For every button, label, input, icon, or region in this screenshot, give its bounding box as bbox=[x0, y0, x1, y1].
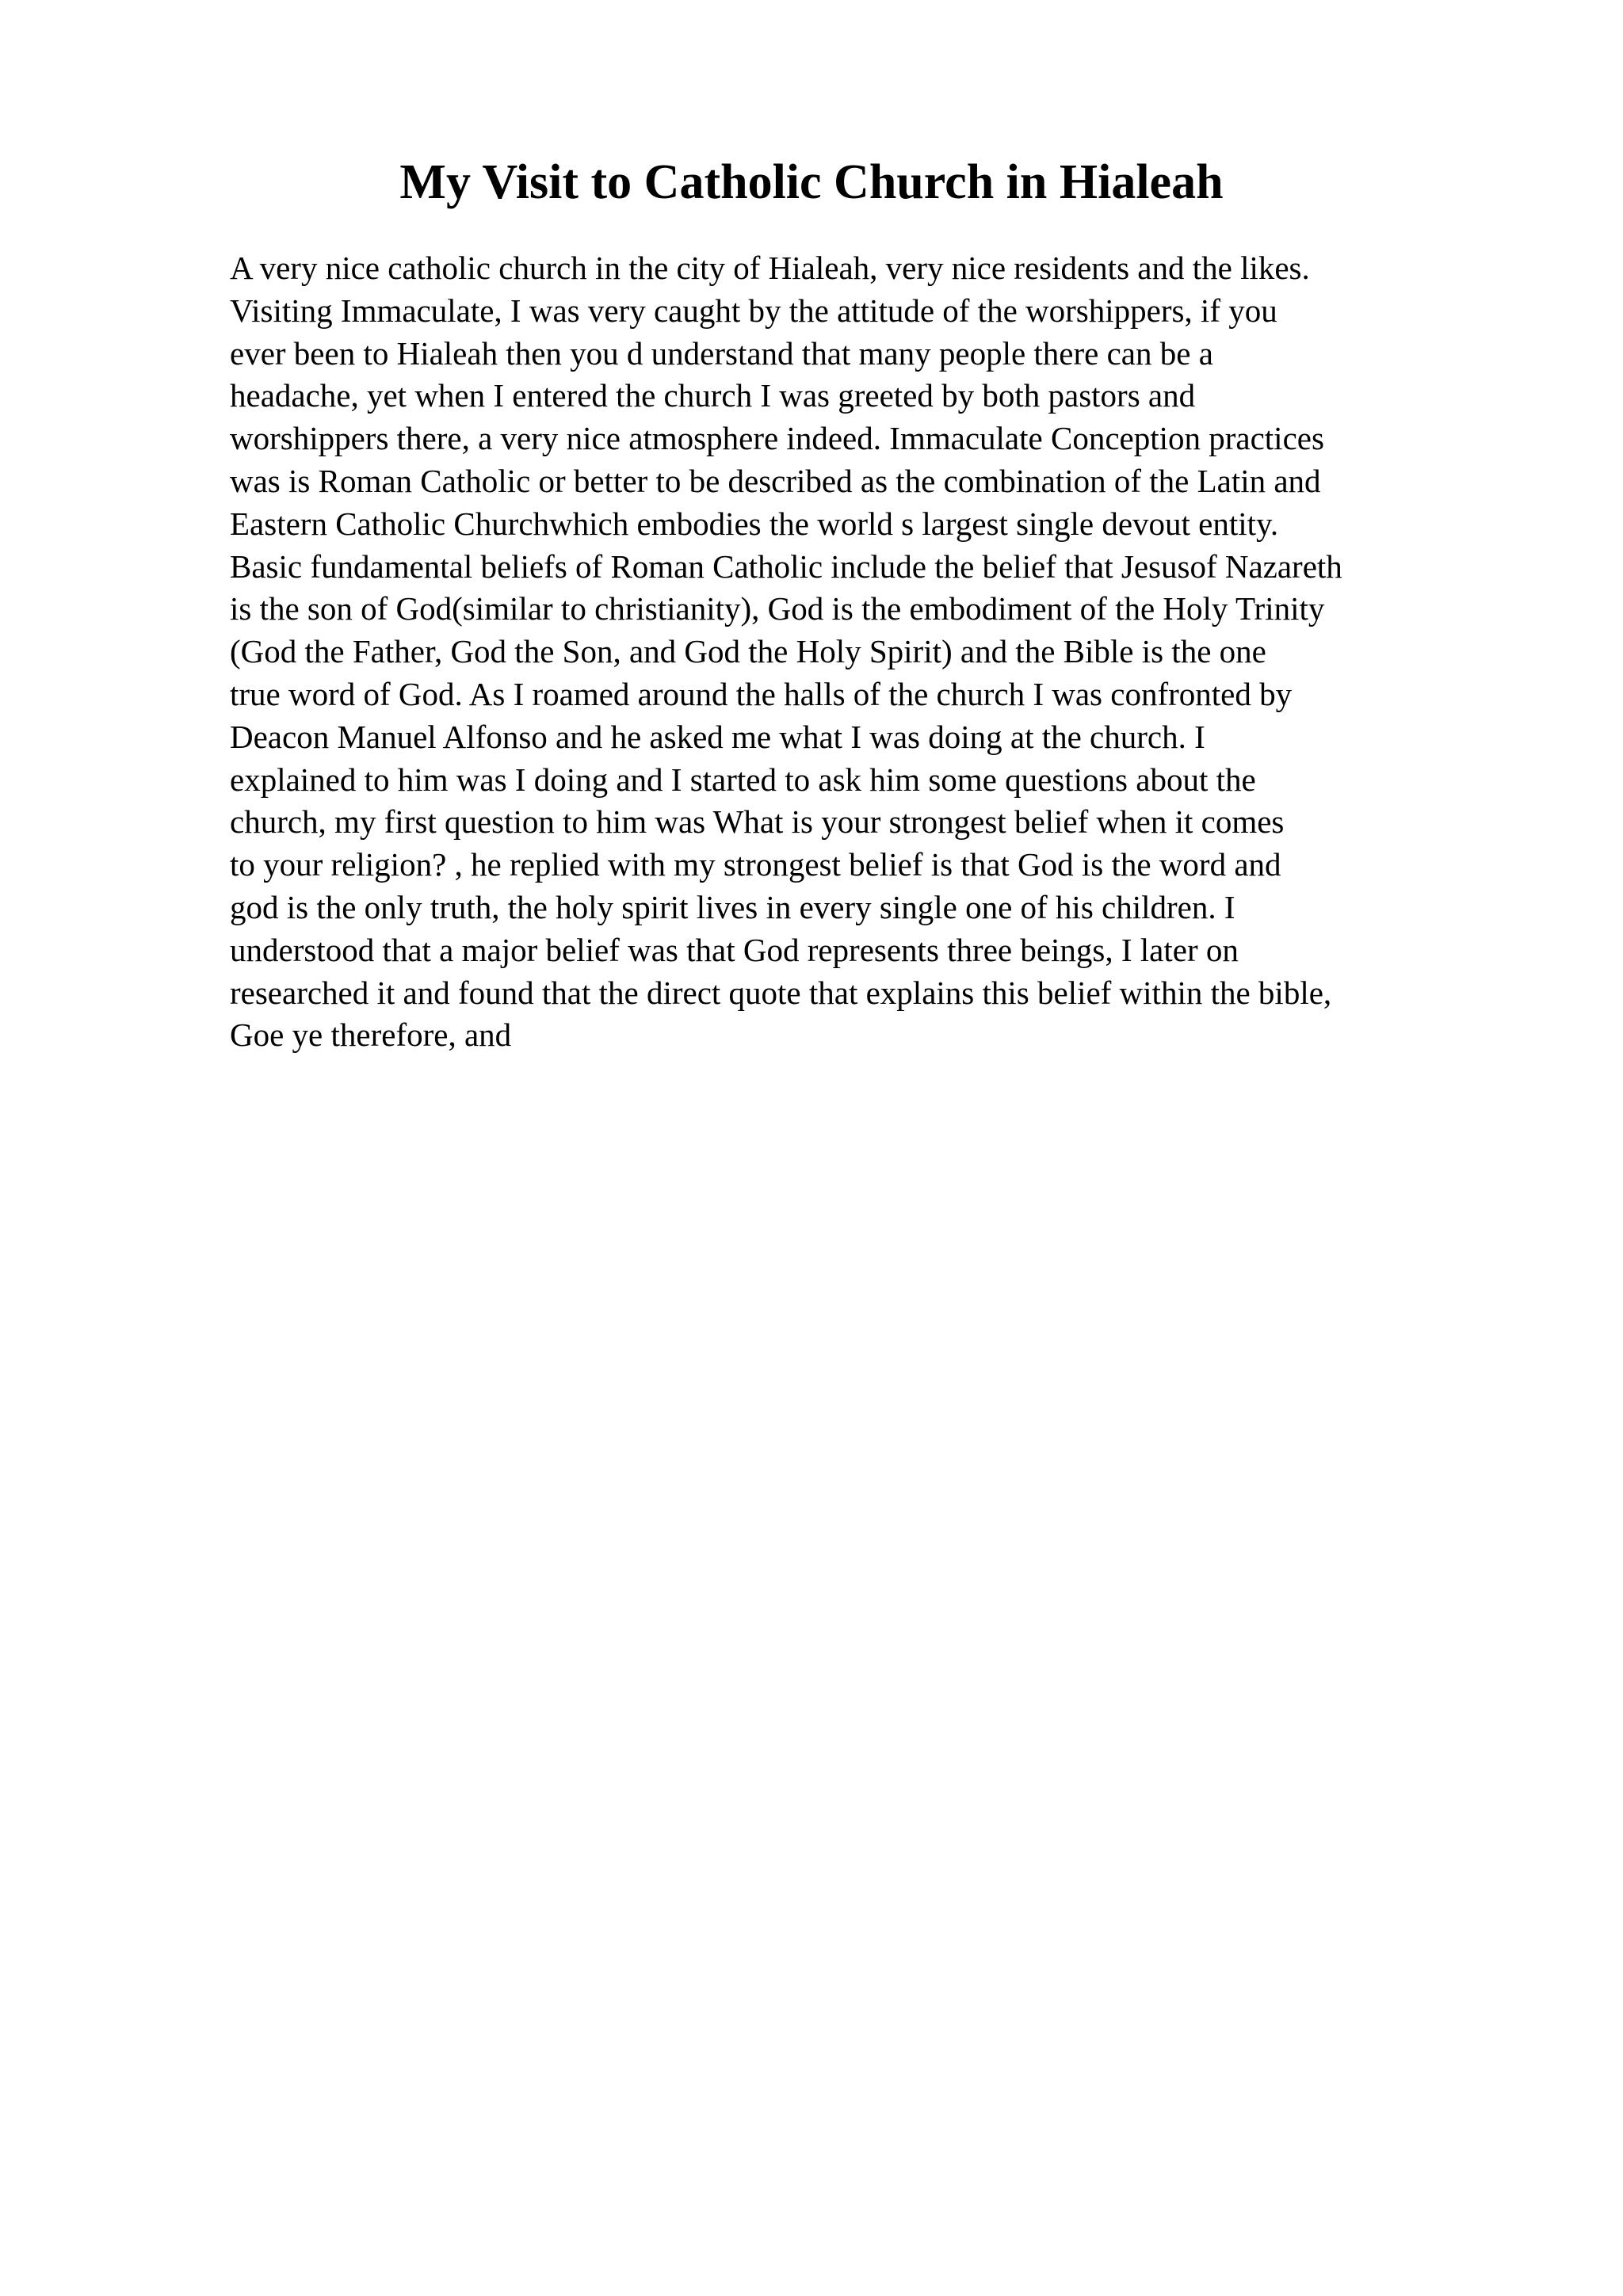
body-line: is the son of God(similar to christianity), God is the embodiment of the Holy Trinity bbox=[230, 590, 1325, 627]
body-line: ever been to Hialeah then you d understand that many people there can be a bbox=[230, 334, 1213, 372]
document-body bbox=[230, 247, 1514, 1057]
body-line: god is the only truth, the holy spirit lives in every single one of his children. I bbox=[230, 888, 1235, 925]
body-line: researched it and found that the direct quote that explains this belief within the bible, bbox=[230, 974, 1332, 1011]
body-line: Visiting Immaculate, I was very caught by the attitude of the worshippers, if you bbox=[230, 292, 1277, 329]
body-line: was is Roman Catholic or better to be described as the combination of the Latin and bbox=[230, 462, 1321, 499]
body-line: Goe ye therefore, and bbox=[230, 1016, 512, 1054]
body-line: (God the Father, God the Son, and God the Holy Spirit) and the Bible is the one bbox=[230, 633, 1266, 670]
body-line: A very nice catholic church in the city of Hialeah, very nice residents and the likes. bbox=[230, 250, 1310, 286]
body-line: Eastern Catholic Churchwhich embodies the world s largest single devout entity. bbox=[230, 505, 1279, 542]
body-line: true word of God. As I roamed around the halls of the church I was confronted by bbox=[230, 675, 1293, 712]
body-line: explained to him was I doing and I started to ask him some questions about the bbox=[230, 761, 1256, 798]
body-line: Deacon Manuel Alfonso and he asked me what I was doing at the church. I bbox=[230, 718, 1205, 755]
body-line: understood that a major belief was that God represents three beings, I later on bbox=[230, 931, 1239, 968]
body-line: church, my first question to him was What is your strongest belief when it comes bbox=[230, 803, 1285, 841]
body-line: headache, yet when I entered the church I was greeted by both pastors and bbox=[230, 377, 1196, 414]
body-line: to your religion? , he replied with my strongest belief is that God is the word and bbox=[230, 846, 1281, 883]
body-line: worshippers there, a very nice atmosphere indeed. Immaculate Conception practices bbox=[230, 420, 1324, 457]
document-title: My Visit to Catholic Church in Hialeah bbox=[399, 155, 1224, 209]
body-line: Basic fundamental beliefs of Roman Catholic include the belief that Jesusof Nazareth bbox=[230, 547, 1342, 585]
